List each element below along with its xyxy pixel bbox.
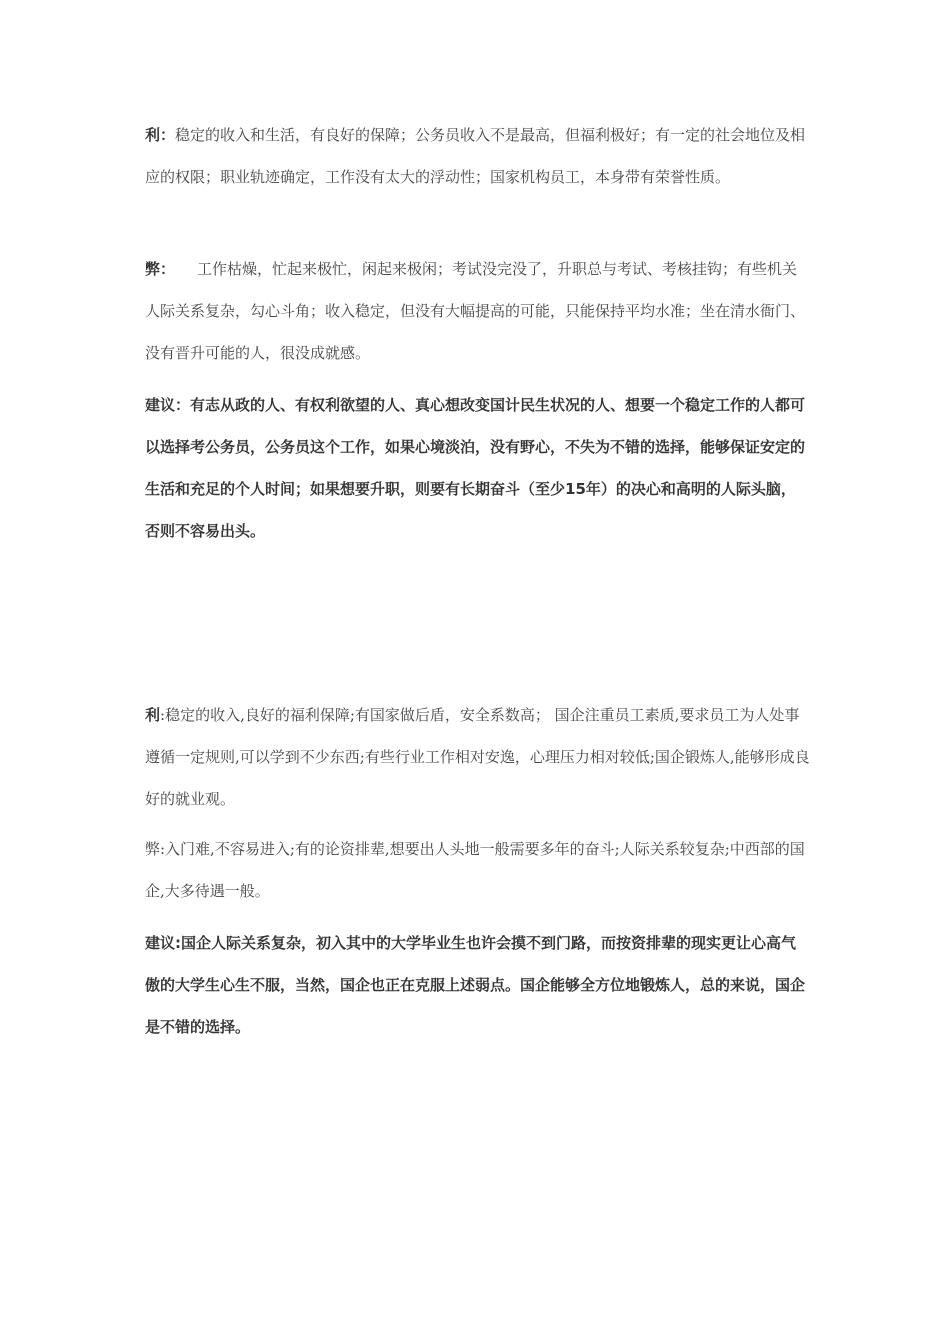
disadvantages-text: 工作枯燥，忙起来极忙，闲起来极闲；考试没完没了，升职总与考试、考核挂钩；有些机关人际关系复杂，勾心斗角；收入稳定，但没有大幅提高的可能，只能保持平均水准；坐在清水衙门、没有晋升可能的人，很没成就感。 — [145, 260, 806, 362]
suggestion-text: 有志从政的人、有权利欲望的人、真心想改变国计民生状况的人、想要一个稳定工作的人都可以选择考公务员，公务员这个工作，如果心境淡泊，没有野心，不失为不错的选择，能够保证安定的生活和充足的个人时间；如果想要升职，则要有长期奋斗（至少15年）的决心和高明的人际头脑，否则不容易出头。 — [145, 396, 806, 540]
civil-servant-suggestion — [145, 384, 810, 552]
civil-servant-disadvantages — [145, 248, 810, 374]
soe-advantages-label: 利 — [145, 706, 161, 724]
soe-advantages-text: :稳定的收入,良好的福利保障;有国家做后盾，安全系数高； 国企注重员工素质,要求员工为人处事遵循一定规则,可以学到不少东西;有些行业工作相对安逸，心理压力相对较低;国企锻炼人,能够形成良好的就业观。 — [145, 706, 810, 808]
advantages-label: 利： — [145, 126, 176, 144]
disadvantages-label: 弊： — [145, 260, 176, 278]
soe-suggestion-label: 建议: — [145, 934, 181, 952]
advantages-text: 稳定的收入和生活，有良好的保障；公务员收入不是最高，但福利极好；有一定的社会地位及相应的权限；职业轨迹确定，工作没有太大的浮动性；国家机构员工，本身带有荣誉性质。 — [145, 126, 806, 186]
soe-suggestion — [145, 922, 810, 1048]
soe-suggestion-text: 国企人际关系复杂，初入其中的大学毕业生也许会摸不到门路，而按资排辈的现实更让心高气傲的大学生心生不服，当然，国企也正在克服上述弱点。国企能够全方位地锻炼人，总的来说，国企是不错的选择。 — [145, 934, 806, 1036]
suggestion-label: 建议： — [145, 396, 191, 414]
soe-disadvantages — [145, 828, 810, 912]
soe-advantages — [145, 694, 810, 820]
civil-servant-advantages — [145, 114, 810, 198]
soe-disadvantages-text: 弊:入门难,不容易进入;有的论资排辈,想要出人头地一般需要多年的奋斗;人际关系较复杂;中西部的国企,大多待遇一般。 — [145, 840, 805, 900]
